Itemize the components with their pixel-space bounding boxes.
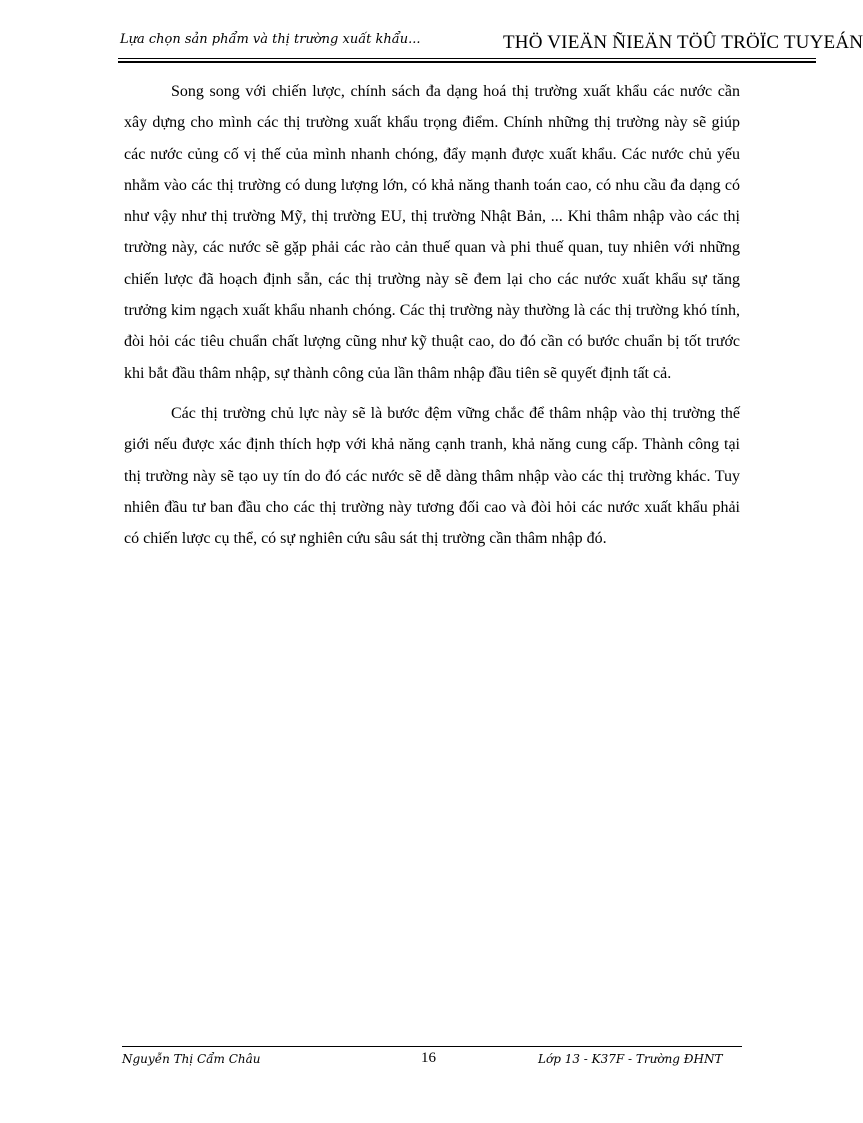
page-number: 16 [421,1050,436,1066]
header-rule [118,58,816,59]
header-title-left: Lựa chọn sản phẩm và thị trường xuất khẩu... [120,32,421,47]
body-text [124,76,740,554]
header-title-right: THÖ VIEÄN ÑIEÄN TÖÛ TRÖÏC TUYEÁN [503,32,863,53]
footer-author: Nguyễn Thị Cẩm Châu [122,1052,261,1066]
paragraph-2: Các thị trường chủ lực này sẽ là bước đệm vững chắc để thâm nhập vào thị trường thế giới nếu được xác định thích hợp với khả năng cạnh tranh, khả năng cung cấp. Thành công tại thị trường này sẽ tạo uy tín do đó các nước sẽ dễ dàng thâm nhập vào các thị trường khác. Tuy nhiên đầu tư ban đầu cho các thị trường này tương đối cao và đòi hỏi các nước xuất khẩu phải có chiến lược cụ thể, có sự nghiên cứu sâu sát thị trường cần thâm nhập đó. [124,404,740,548]
footer-rule [122,1046,742,1047]
paragraph-1: Song song với chiến lược, chính sách đa dạng hoá thị trường xuất khẩu các nước cần xây dựng cho mình các thị trường xuất khẩu trọng điểm. Chính những thị trường này sẽ giúp các nước củng cố vị thế của mình nhanh chóng, đẩy mạnh được xuất khẩu. Các nước chủ yếu nhằm vào các thị trường có dung lượng lớn, có khả năng thanh toán cao, có nhu cầu đa dạng có như vậy như thị trường Mỹ, thị trường EU, thị trường Nhật Bản, ... Khi thâm nhập vào các thị trường này, các nước sẽ gặp phải các rào cản thuế quan và phi thuế quan, tuy nhiên với những chiến lược đã hoạch định sẵn, các thị trường này sẽ đem lại cho các nước xuất khẩu sự tăng trưởng kim ngạch xuất khẩu nhanh chóng. Các thị trường này thường là các thị trường khó tính, đòi hỏi các tiêu chuẩn chất lượng cũng như kỹ thuật cao, do đó cần có bước chuẩn bị tốt trước khi bắt đầu thâm nhập, sự thành công của lần thâm nhập đầu tiên sẽ quyết định tất cả. [124,83,740,382]
footer-class-info: Lớp 13 - K37F - Trường ĐHNT [538,1052,723,1066]
header-rule-thick [118,61,816,63]
